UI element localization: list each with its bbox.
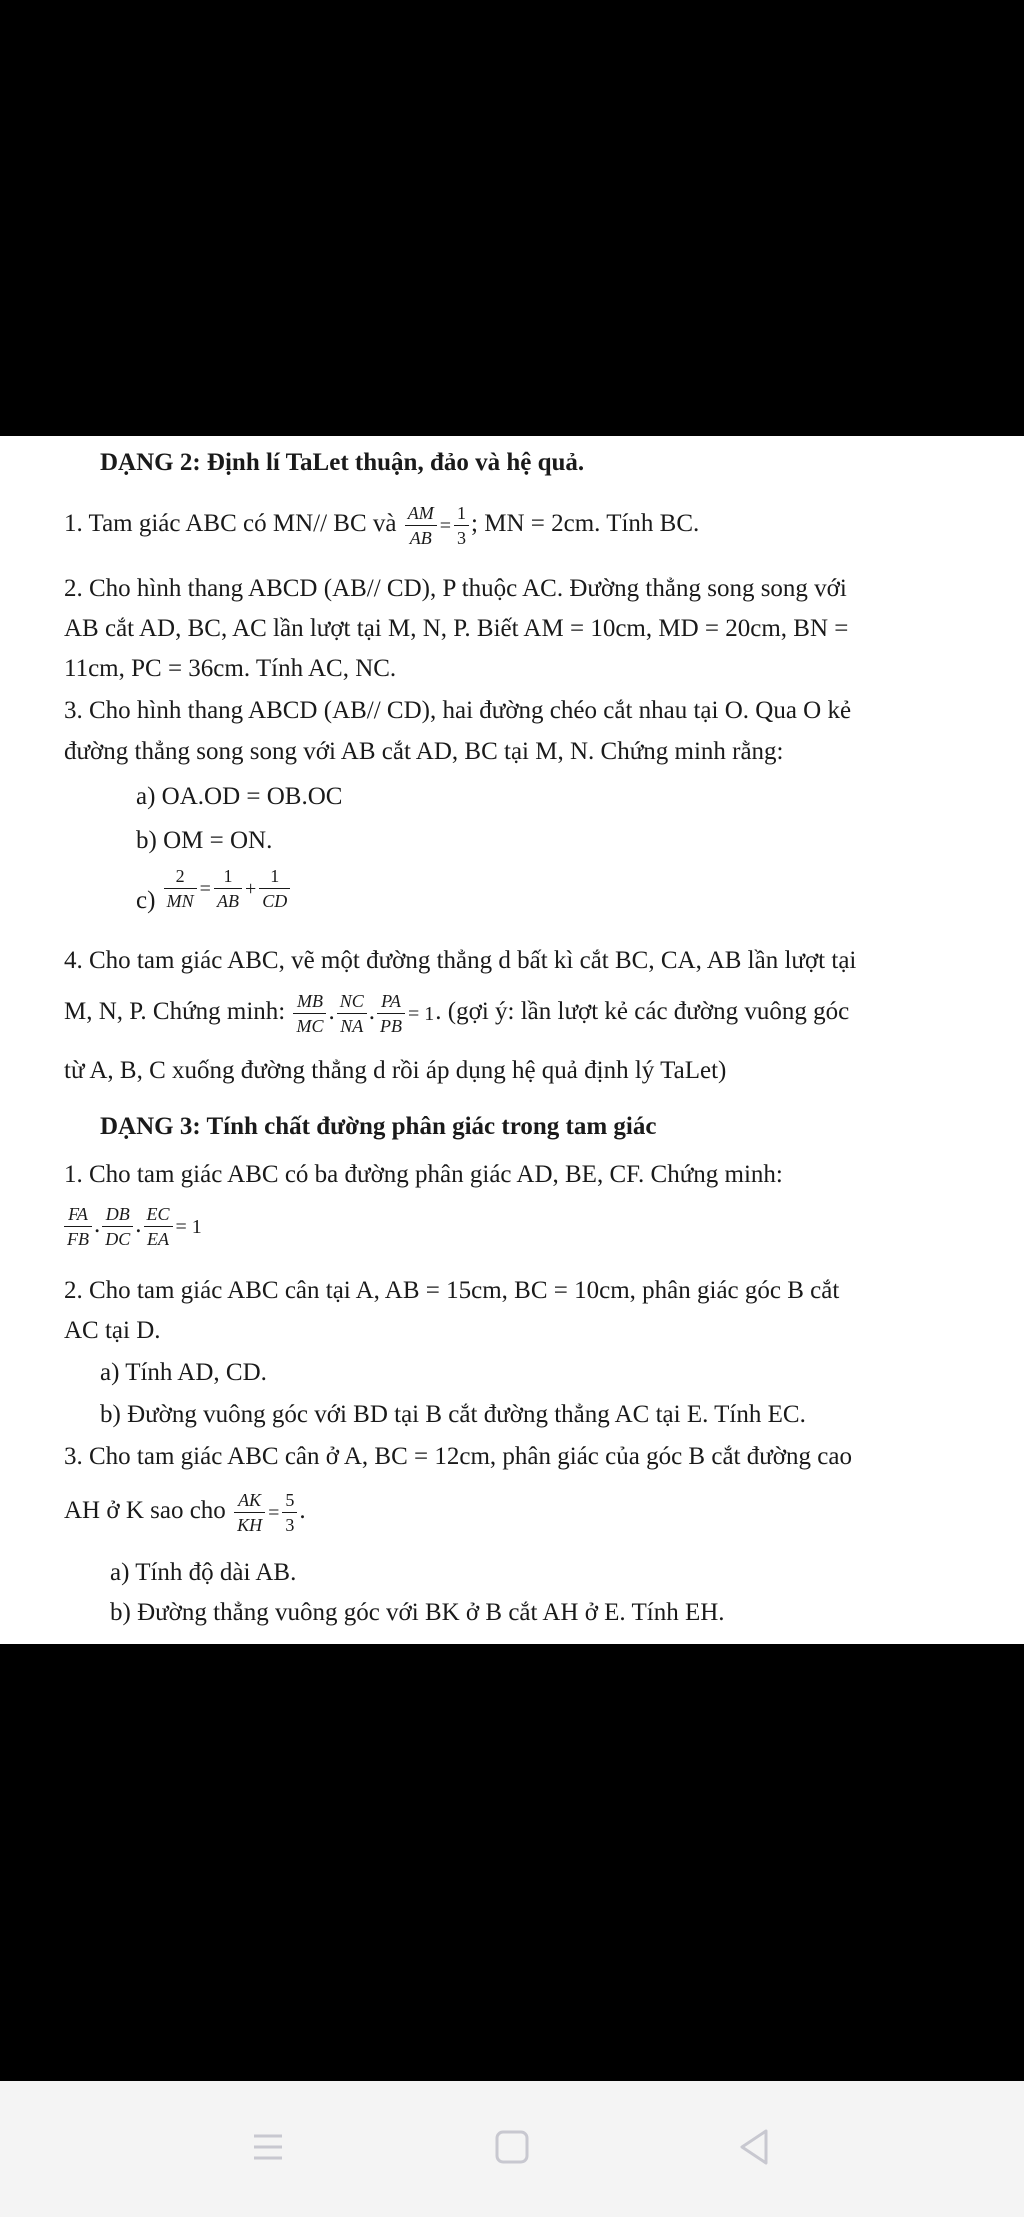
home-button[interactable]	[482, 2117, 542, 2177]
problem-2-2-line3: 11cm, PC = 36cm. Tính AC, NC.	[64, 655, 397, 682]
fraction-am-ab: $\frac{AM}{AB}$	[405, 503, 437, 548]
problem-3-3-b: b) Đường thẳng vuông góc với BK ở B cắt AH ở E. Tính EH.	[110, 1599, 725, 1626]
menu-icon	[238, 2117, 298, 2177]
fraction-5-3: $\frac{5}{3}$	[282, 1490, 297, 1535]
back-button[interactable]	[724, 2117, 784, 2177]
fraction-db-dc: $\frac{DB}{DC}$	[102, 1204, 133, 1249]
problem-3-3-a: a) Tính độ dài AB.	[110, 1559, 297, 1586]
fraction-one-third: $\frac{1}{3}$	[454, 503, 469, 548]
problem-3-2-a: a) Tính AD, CD.	[100, 1359, 267, 1386]
problem-3-2-line1: 2. Cho tam giác ABC cân tại A, AB = 15cm, BC = 10cm, phân giác góc B cắt	[64, 1277, 840, 1304]
problem-2-4-line1: 4. Cho tam giác ABC, vẽ một đường thẳng d bất kì cắt BC, CA, AB lần lượt tại	[64, 947, 857, 974]
system-navigation-bar	[0, 2081, 1024, 2217]
section-title-dang2: DẠNG 2: Định lí TaLet thuận, đảo và hệ quả.	[100, 449, 585, 476]
back-triangle-icon	[724, 2117, 784, 2177]
problem-3-3-line2: AH ở K sao cho $\frac{AK}{KH}$ = $\frac{5}{3}$ .	[64, 1490, 306, 1535]
fraction-nc-na: $\frac{NC}{NA}$	[337, 991, 367, 1036]
fraction-1-cd: $\frac{1}{CD}$	[259, 866, 290, 911]
section-title-dang3: DẠNG 3: Tính chất đường phân giác trong tam giác	[100, 1113, 657, 1140]
menu-button[interactable]	[238, 2117, 298, 2177]
fraction-fa-fb: $\frac{FA}{FB}$	[64, 1204, 92, 1249]
fraction-ec-ea: $\frac{EC}{EA}$	[144, 1204, 173, 1249]
problem-2-2-line1: 2. Cho hình thang ABCD (AB// CD), P thuộc AC. Đường thẳng song song với	[64, 575, 847, 602]
problem-2-3-line2: đường thẳng song song với AB cắt AD, BC tại M, N. Chứng minh rằng:	[64, 738, 784, 765]
problem-2-3-b: b) OM = ON.	[136, 827, 273, 854]
problem-text: 1. Tam giác ABC có MN// BC và	[64, 510, 397, 538]
fraction-pa-pb: $\frac{PA}{PB}$	[377, 991, 405, 1036]
problem-3-1-formula: $\frac{FA}{FB}$ . $\frac{DB}{DC}$ . $\frac{EC}{EA}$ = 1	[64, 1204, 203, 1249]
home-square-icon	[482, 2117, 542, 2177]
problem-2-3-c: c) $\frac{2}{MN}$ = $\frac{1}{AB}$ + $\frac{1}{CD}$	[136, 866, 292, 911]
problem-3-2-b: b) Đường vuông góc với BD tại B cắt đường thẳng AC tại E. Tính EC.	[100, 1401, 806, 1428]
problem-2-1: 1. Tam giác ABC có MN// BC và $\frac{AM}{AB}$ = $\frac{1}{3}$ ; MN = 2cm. Tính BC.	[64, 503, 700, 548]
fraction-mb-mc: $\frac{MB}{MC}$	[293, 991, 326, 1036]
fraction-1-ab: $\frac{1}{AB}$	[214, 866, 242, 911]
problem-2-3-a: a) OA.OD = OB.OC	[136, 783, 343, 810]
problem-2-2-line2: AB cắt AD, BC, AC lần lượt tại M, N, P. Biết AM = 10cm, MD = 20cm, BN =	[64, 615, 849, 642]
problem-2-4-line3: từ A, B, C xuống đường thẳng d rồi áp dụng hệ quả định lý TaLet)	[64, 1057, 727, 1084]
fraction-ak-kh: $\frac{AK}{KH}$	[234, 1490, 265, 1535]
document-page	[0, 436, 1024, 1644]
problem-3-3-line1: 3. Cho tam giác ABC cân ở A, BC = 12cm, phân giác của góc B cắt đường cao	[64, 1443, 852, 1470]
problem-3-2-line2: AC tại D.	[64, 1317, 161, 1344]
problem-3-1-line1: 1. Cho tam giác ABC có ba đường phân giác AD, BE, CF. Chứng minh:	[64, 1161, 783, 1188]
fraction-2-mn: $\frac{2}{MN}$	[164, 866, 197, 911]
problem-2-3-line1: 3. Cho hình thang ABCD (AB// CD), hai đường chéo cắt nhau tại O. Qua O kẻ	[64, 697, 852, 724]
problem-2-4-line2: M, N, P. Chứng minh: $\frac{MB}{MC}$ . $\frac{NC}{NA}$ . $\frac{PA}{PB}$ = 1. (gợi ý: lần lượt kẻ các đường vuông góc	[64, 991, 850, 1036]
